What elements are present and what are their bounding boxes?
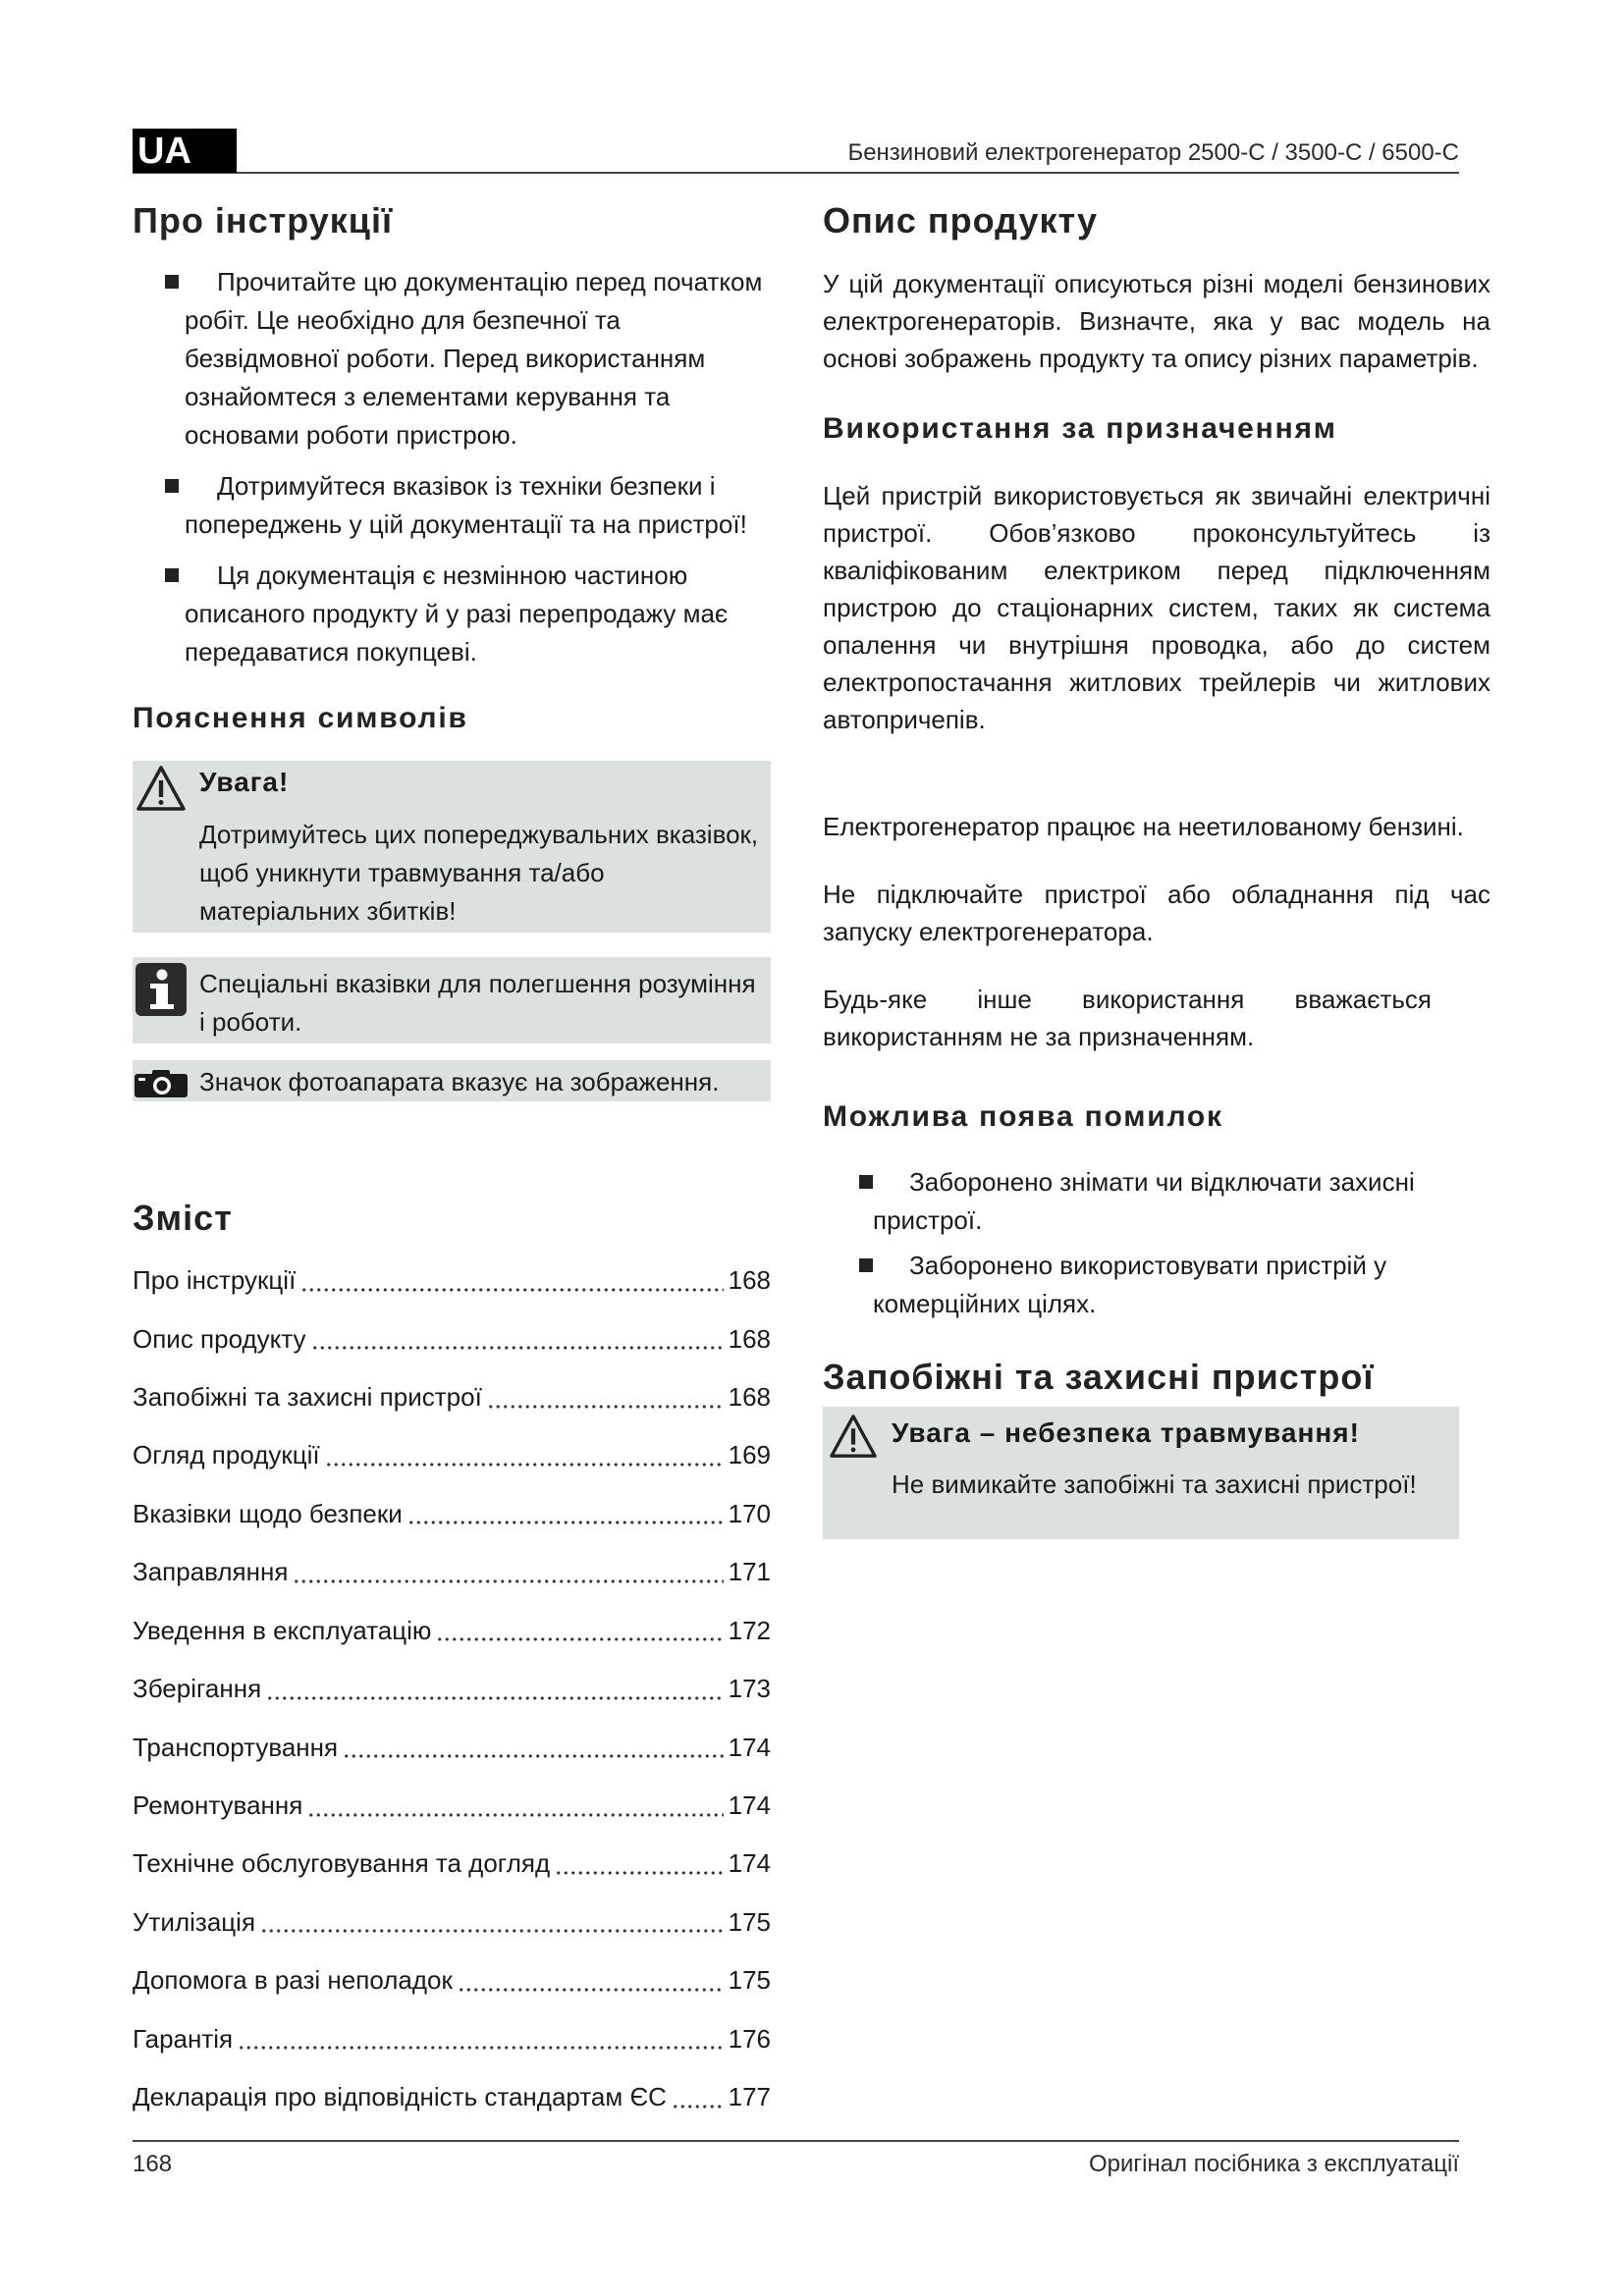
errors-bullet	[823, 1247, 1432, 1323]
toc-entry	[133, 1252, 771, 1309]
about-bullet-text: Дотримуйтеся вказівок із техніки безпеки і попереджень у цій документації та на пристрої!	[185, 471, 747, 539]
footer-rule	[133, 2140, 1459, 2142]
toc-dot-leader	[238, 2046, 723, 2050]
toc-entry-label: Ремонтування	[133, 1790, 303, 1820]
toc-entry-label: Заправляння	[133, 1557, 289, 1587]
camera-text: Значок фотоапарата вказує на зображення.	[199, 1067, 720, 1096]
symbols-warning-box	[133, 761, 771, 933]
toc-entry-label: Транспортування	[133, 1732, 339, 1762]
toc-entry	[133, 1951, 771, 2009]
toc-entry-page: 175	[728, 1906, 771, 1937]
safety-warning-title: Увага – небезпека травмування!	[892, 1417, 1360, 1448]
toc-entry-page: 168	[728, 1265, 771, 1296]
toc-entry-label: Утилізація	[133, 1906, 256, 1937]
intended-use-title: Використання за призначенням	[823, 412, 1337, 445]
toc-entry-page: 168	[728, 1323, 771, 1354]
toc-entry-label: Запобіжні та захисні пристрої	[133, 1382, 482, 1413]
warning-triangle-icon	[829, 1413, 878, 1460]
toc-list	[133, 1252, 771, 2126]
warning-triangle-icon	[135, 764, 187, 813]
safety-devices-title: Запобіжні та захисні пристрої	[823, 1357, 1375, 1397]
toc-entry-page: 169	[728, 1440, 771, 1470]
footer-note: Оригінал посібника з експлуатації	[1088, 2151, 1459, 2177]
square-bullet-icon	[859, 1258, 873, 1272]
intended-use-paragraph: Електрогенератор працює на неетилованому бензині.	[823, 812, 1464, 841]
toc-dot-leader	[487, 1405, 724, 1409]
toc-entry	[133, 1718, 771, 1776]
header-product-title: Бензиновий електрогенератор 2500-C / 3500-C / 6500-C	[847, 139, 1459, 166]
symbols-warning-text: Дотримуйтесь цих попереджувальних вказівок, щоб уникнути травмування та/або матеріальних збитків!	[199, 820, 759, 926]
about-bullet	[133, 557, 771, 671]
toc-entry	[133, 1543, 771, 1601]
toc-entry-label: Вказівки щодо безпеки	[133, 1498, 403, 1528]
toc-dot-leader	[293, 1579, 723, 1583]
left-column	[133, 199, 771, 1101]
toc-entry-label: Зберігання	[133, 1674, 262, 1704]
toc-entry	[133, 1485, 771, 1543]
toc-dot-leader	[555, 1871, 723, 1875]
intended-use-paragraph: Будь-яке інше використання вважається використанням не за призначенням.	[823, 985, 1432, 1051]
toc-entry-label: Опис продукту	[133, 1323, 306, 1354]
header-rule	[133, 172, 1459, 174]
info-text: Спеціальні вказівки для полегшення розуміння і роботи.	[199, 969, 756, 1037]
toc-entry	[133, 1660, 771, 1718]
toc-entry-page: 173	[728, 1674, 771, 1704]
about-title: Про інструкції	[133, 200, 394, 240]
toc-entry-page: 177	[728, 2082, 771, 2112]
toc-entry	[133, 1602, 771, 1660]
errors-bullet	[823, 1163, 1432, 1240]
toc-dot-leader	[325, 1463, 724, 1467]
toc-entry-page: 168	[728, 1382, 771, 1413]
info-icon	[135, 963, 187, 1016]
toc-dot-leader	[458, 1988, 724, 1992]
toc-entry-page: 174	[728, 1790, 771, 1820]
errors-bullet-text: Заборонено використовувати пристрій у комерційних цілях.	[873, 1251, 1387, 1318]
toc-entry	[133, 1426, 771, 1484]
toc-dot-leader	[343, 1754, 724, 1758]
info-box	[133, 957, 771, 1043]
right-column-bottom	[823, 808, 1490, 1539]
language-badge: UA	[133, 129, 237, 173]
camera-box	[133, 1060, 771, 1101]
toc-entry-label: Допомога в разі неполадок	[133, 1965, 453, 1996]
about-bullet	[133, 467, 771, 544]
about-bullet-text: Ця документація є незмінною частиною описаного продукту й у разі перепродажу має передаватися покупцеві.	[185, 561, 729, 667]
square-bullet-icon	[165, 275, 179, 289]
errors-bullet-text: Заборонено знімати чи відключати захисні пристрої.	[873, 1167, 1415, 1235]
toc-entry	[133, 2009, 771, 2067]
toc-entry-page: 174	[728, 1732, 771, 1762]
symbols-title: Пояснення символів	[133, 702, 468, 734]
footer-page-number: 168	[133, 2151, 173, 2177]
product-title: Опис продукту	[823, 200, 1099, 240]
toc-entry	[133, 1309, 771, 1367]
toc-entry-label: Гарантія	[133, 2023, 234, 2054]
about-bullet	[133, 263, 771, 454]
toc-entry	[133, 1894, 771, 1951]
toc-dot-leader	[266, 1696, 723, 1700]
toc-entry-label: Уведення в експлуатацію	[133, 1615, 432, 1645]
camera-icon	[135, 1070, 188, 1097]
toc-entry-page: 171	[728, 1557, 771, 1587]
toc-entry	[133, 1777, 771, 1835]
about-bullet-text: Прочитайте цю документацію перед початком робіт. Це необхідно для безпечної та безвідмовної роботи. Перед використанням ознайомтеся з елементами керування та основами роботи пристрою.	[185, 267, 763, 450]
toc-entry	[133, 1835, 771, 1893]
toc-entry	[133, 1368, 771, 1426]
intended-use-paragraph: Цей пристрій використовується як звичайні електричні пристрої. Обов’язково проконсультуйтесь із кваліфікованим електриком перед підключенням пристрою до стаціонарних систем, таких як система опалення чи внутрішня проводка, або до систем електропостачання житлових трейлерів чи житлових автопричепів.	[823, 481, 1490, 734]
toc-entry-page: 170	[728, 1498, 771, 1528]
toc-dot-leader	[407, 1521, 724, 1524]
toc-entry-label: Про інструкції	[133, 1265, 297, 1296]
intended-use-paragraph: Не підключайте пристрої або обладнання під час запуску електрогенератора.	[823, 880, 1490, 946]
toc-entry-page: 176	[728, 2023, 771, 2054]
square-bullet-icon	[859, 1175, 873, 1189]
toc-entry-page: 174	[728, 1848, 771, 1879]
toc-dot-leader	[307, 1813, 723, 1817]
toc-entry-label: Технічне обслуговування та догляд	[133, 1848, 551, 1879]
toc-entry-label: Декларація про відповідність стандартам ЄС	[133, 2082, 667, 2112]
toc-dot-leader	[311, 1346, 724, 1350]
about-bullet-list	[133, 263, 771, 671]
toc-dot-leader	[436, 1637, 723, 1641]
toc-title: Зміст	[133, 1198, 233, 1238]
toc-entry	[133, 2068, 771, 2126]
right-column-top	[823, 199, 1490, 738]
toc-dot-leader	[672, 2105, 724, 2109]
safety-warning-text: Не вимикайте запобіжні та захисні пристрої!	[892, 1469, 1417, 1499]
toc-dot-leader	[300, 1288, 723, 1292]
safety-warning-box	[823, 1407, 1459, 1539]
symbols-warning-title: Увага!	[199, 767, 290, 797]
toc-entry-page: 172	[728, 1615, 771, 1645]
errors-title: Можлива поява помилок	[823, 1100, 1223, 1133]
square-bullet-icon	[165, 479, 179, 493]
square-bullet-icon	[165, 568, 179, 582]
product-description: У цій документації описуються різні моделі бензинових електрогенераторів. Визначте, яка у вас модель на основі зображень продукту та опису різних параметрів.	[823, 269, 1490, 373]
toc-entry-label: Огляд продукції	[133, 1440, 320, 1470]
toc-entry-page: 175	[728, 1965, 771, 1996]
toc-dot-leader	[260, 1929, 724, 1933]
errors-bullet-list	[823, 1163, 1432, 1323]
